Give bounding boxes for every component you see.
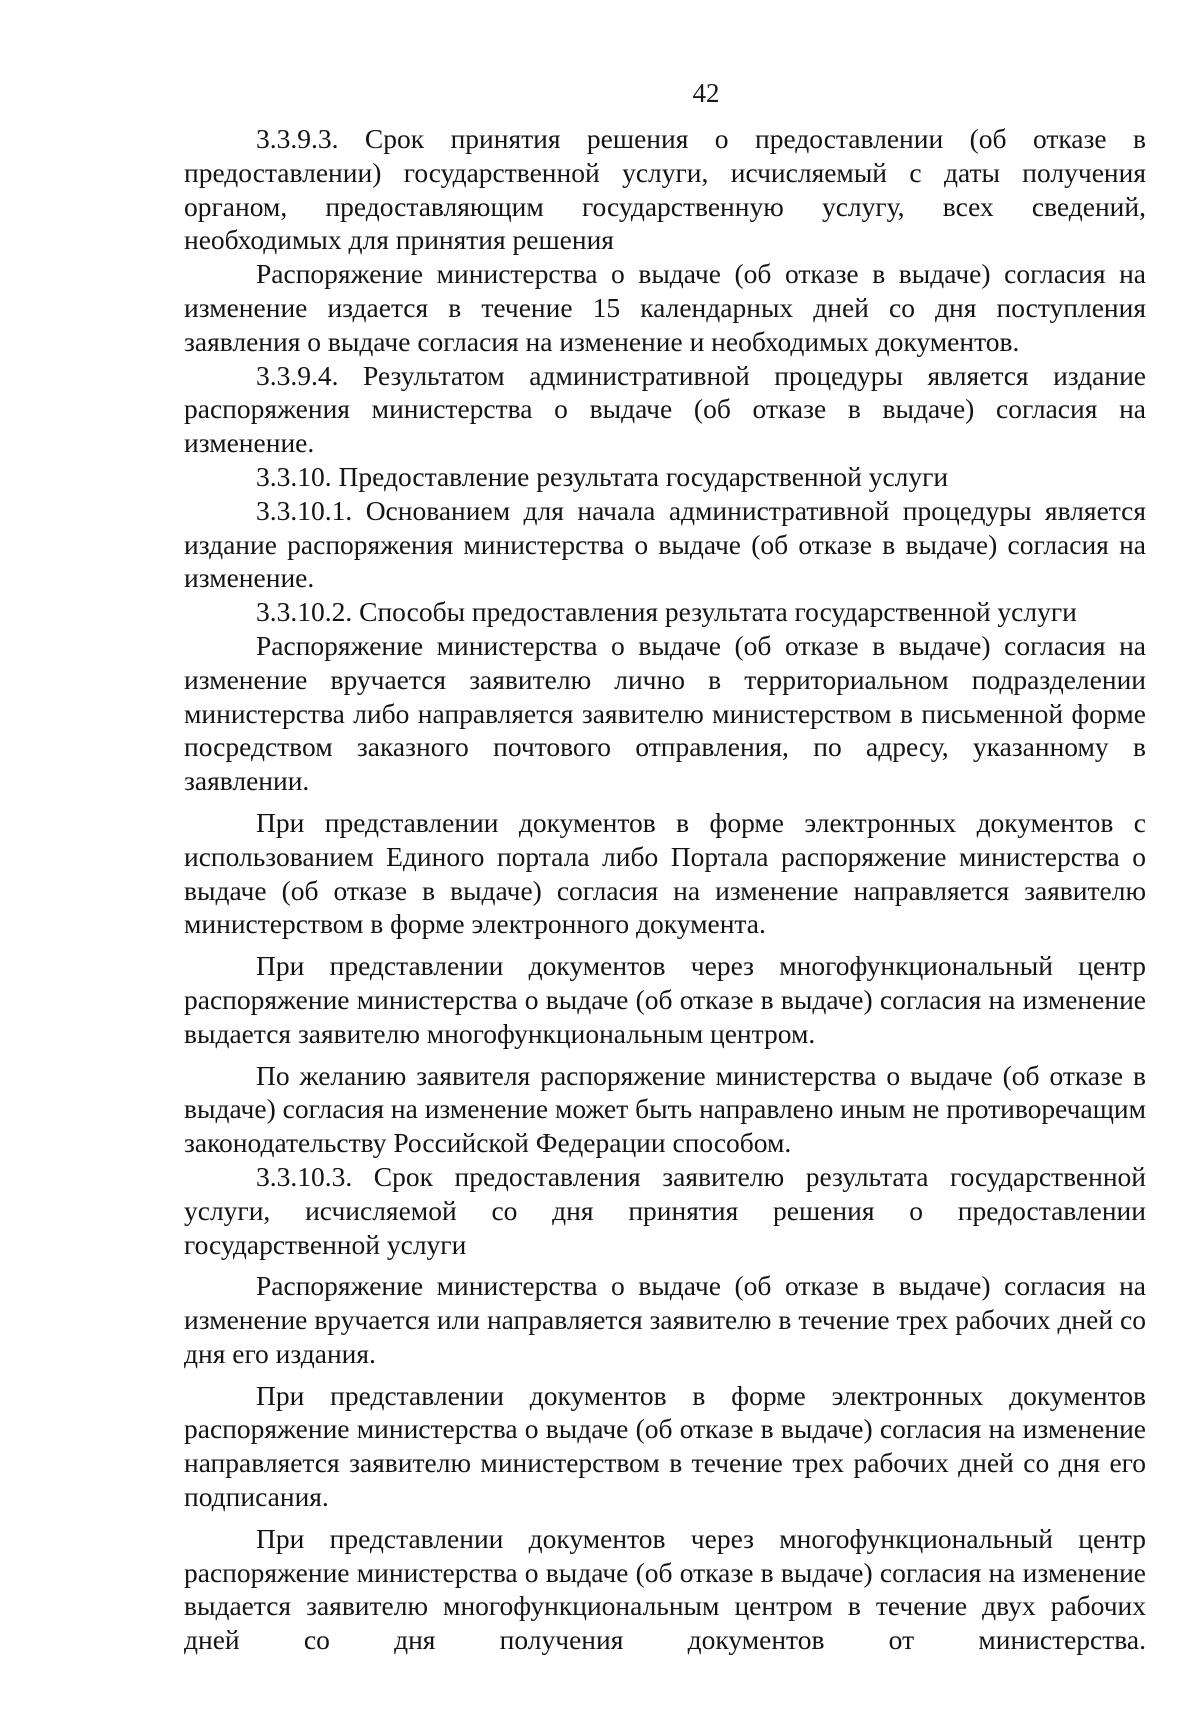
paragraph-term-three-days: Распоряжение министерства о выдаче (об отказе в выдаче) согласия на изменение вручается или направляется заявителю в течение трех рабочих дней со дня его издания. (184, 1270, 1146, 1369)
document-body (184, 122, 1146, 1657)
paragraph-3-3-10-2: 3.3.10.2. Способы предоставления результата государственной услуги (256, 596, 1077, 628)
paragraph-term-electronic: При представлении документов в форме электронных документов распоряжение министерства о выдаче (об отказе в выдаче) согласия на изменение направляется заявителю министерством в течение трех рабочих дней со дня его подписания. (184, 1379, 1146, 1513)
paragraph-delivery-in-person: Распоряжение министерства о выдаче (об отказе в выдаче) согласия на изменение вручается заявителю лично в территориальном подразделении министерства либо направляется заявителю министерством в письменной форме посредством заказного почтового отправления, по адресу, указанному в заявлении. (184, 629, 1146, 797)
paragraph-3-3-10-1: 3.3.10.1. Основанием для начала административной процедуры является издание распоряжения министерства о выдаче (об отказе в выдаче) согласия на изменение. (184, 494, 1146, 594)
paragraph-3-3-10: 3.3.10. Предоставление результата государственной услуги (256, 460, 949, 492)
paragraph-3-3-10-3: 3.3.10.3. Срок предоставления заявителю результата государственной услуги, исчисляемой со дня принятия решения о предоставлении государственной услуги (184, 1160, 1146, 1260)
paragraph-delivery-other: По желанию заявителя распоряжение министерства о выдаче (об отказе в выдаче) согласия на изменение может быть направлено иным не противоречащим законодательству Российской Федерации способом. (184, 1059, 1146, 1159)
paragraph-3-3-9-3: 3.3.9.3. Срок принятия решения о предоставлении (об отказе в предоставлении) государственной услуги, исчисляемый с даты получения органом, предоставляющим государственную услугу, всех сведений, необходимых для принятия решения (184, 123, 1146, 256)
paragraph-3-3-9-4: 3.3.9.4. Результатом административной процедуры является издание распоряжения министерства о выдаче (об отказе в выдаче) согласия на изменение. (184, 359, 1146, 459)
paragraph-delivery-mfc: При представлении документов через многофункциональный центр распоряжение министерства о выдаче (об отказе в выдаче) согласия на изменение выдается заявителю многофункциональным центром. (184, 950, 1146, 1049)
paragraph-order-issue-term: Распоряжение министерства о выдаче (об отказе в выдаче) согласия на изменение издается в течение 15 календарных дней со дня поступления заявления о выдаче согласия на изменение и необходимых документов. (184, 258, 1146, 357)
paragraph-term-mfc: При представлении документов через многофункциональный центр распоряжение министерства о выдаче (об отказе в выдаче) согласия на изменение выдается заявителю многофункциональным центром в течение двух рабочих дней со дня получения документов от министерства. (184, 1522, 1146, 1656)
page-number: 42 (692, 78, 720, 108)
paragraph-delivery-electronic: При представлении документов в форме электронных документов с использованием Единого портала либо Портала распоряжение министерства о выдаче (об отказе в выдаче) согласия на изменение направляется заявителю министерством в форме электронного документа. (184, 806, 1146, 940)
